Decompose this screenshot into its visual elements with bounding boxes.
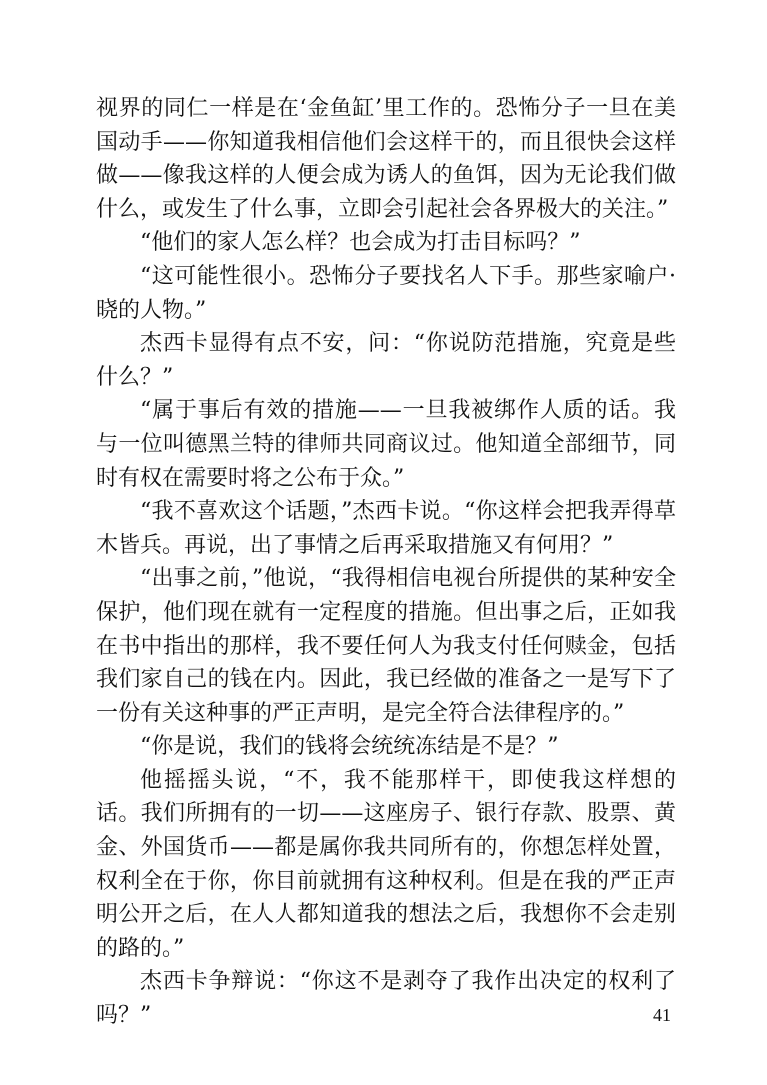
paragraph-2: “他们的家人怎么样？也会成为打击目标吗？” xyxy=(140,230,581,256)
page-number: 41 xyxy=(653,1005,671,1025)
paragraph-7: “出事之前，”他说，“我得相信电视台所提供的某种安全保护，他们现在就有一定程度的措施。但出事之后，正如我在书中指出的那样，我不要任何人为我支付任何赎金，包括我们家自己的钱在内。因此，我已经做的准备之一是写下了一份有关这种事的严正声明，是完全符合法律程序的。” xyxy=(96,566,676,726)
paragraph-3: “这可能性很小。恐怖分子要找名人下手。那些家喻户·晓的人物。” xyxy=(96,263,676,323)
paragraph-4: 杰西卡显得有点不安，问：“你说防范措施，究竟是些什么？” xyxy=(96,331,676,390)
paragraph-6: “我不喜欢这个话题，”杰西卡说。“你这样会把我弄得草木皆兵。再说，出了事情之后再采取措施又有何用？” xyxy=(96,499,676,558)
paragraph-9: 他摇摇头说，“不，我不能那样干，即使我这样想的话。我们所拥有的一切——这座房子、银行存款、股票、黄金、外国货币——都是属你我共同所有的，你想怎样处置，权利全在于你，你目前就拥有这种权利。但是在我的严正声明公开之后，在人人都知道我的想法之后，我想你不会走别的路的。” xyxy=(96,767,676,961)
paragraph-8: “你是说，我们的钱将会统统冻结是不是？” xyxy=(140,734,559,760)
paragraph-1: 视界的同仁一样是在‘金鱼缸’里工作的。恐怖分子一旦在美国动手——你知道我相信他们会这样干的，而且很快会这样做——像我这样的人便会成为诱人的鱼饵，因为无论我们做什么，或发生了什么事，立即会引起社会各界极大的关注。” xyxy=(96,96,676,222)
page-body xyxy=(96,92,676,1033)
paragraph-10: 杰西卡争辩说：“你这不是剥夺了我作出决定的权利了吗？” xyxy=(96,969,676,1029)
paragraph-5: “属于事后有效的措施——一旦我被绑作人质的话。我与一位叫德黑兰特的律师共同商议过。他知道全部细节，同时有权在需要时将之公布于众。” xyxy=(96,398,676,491)
